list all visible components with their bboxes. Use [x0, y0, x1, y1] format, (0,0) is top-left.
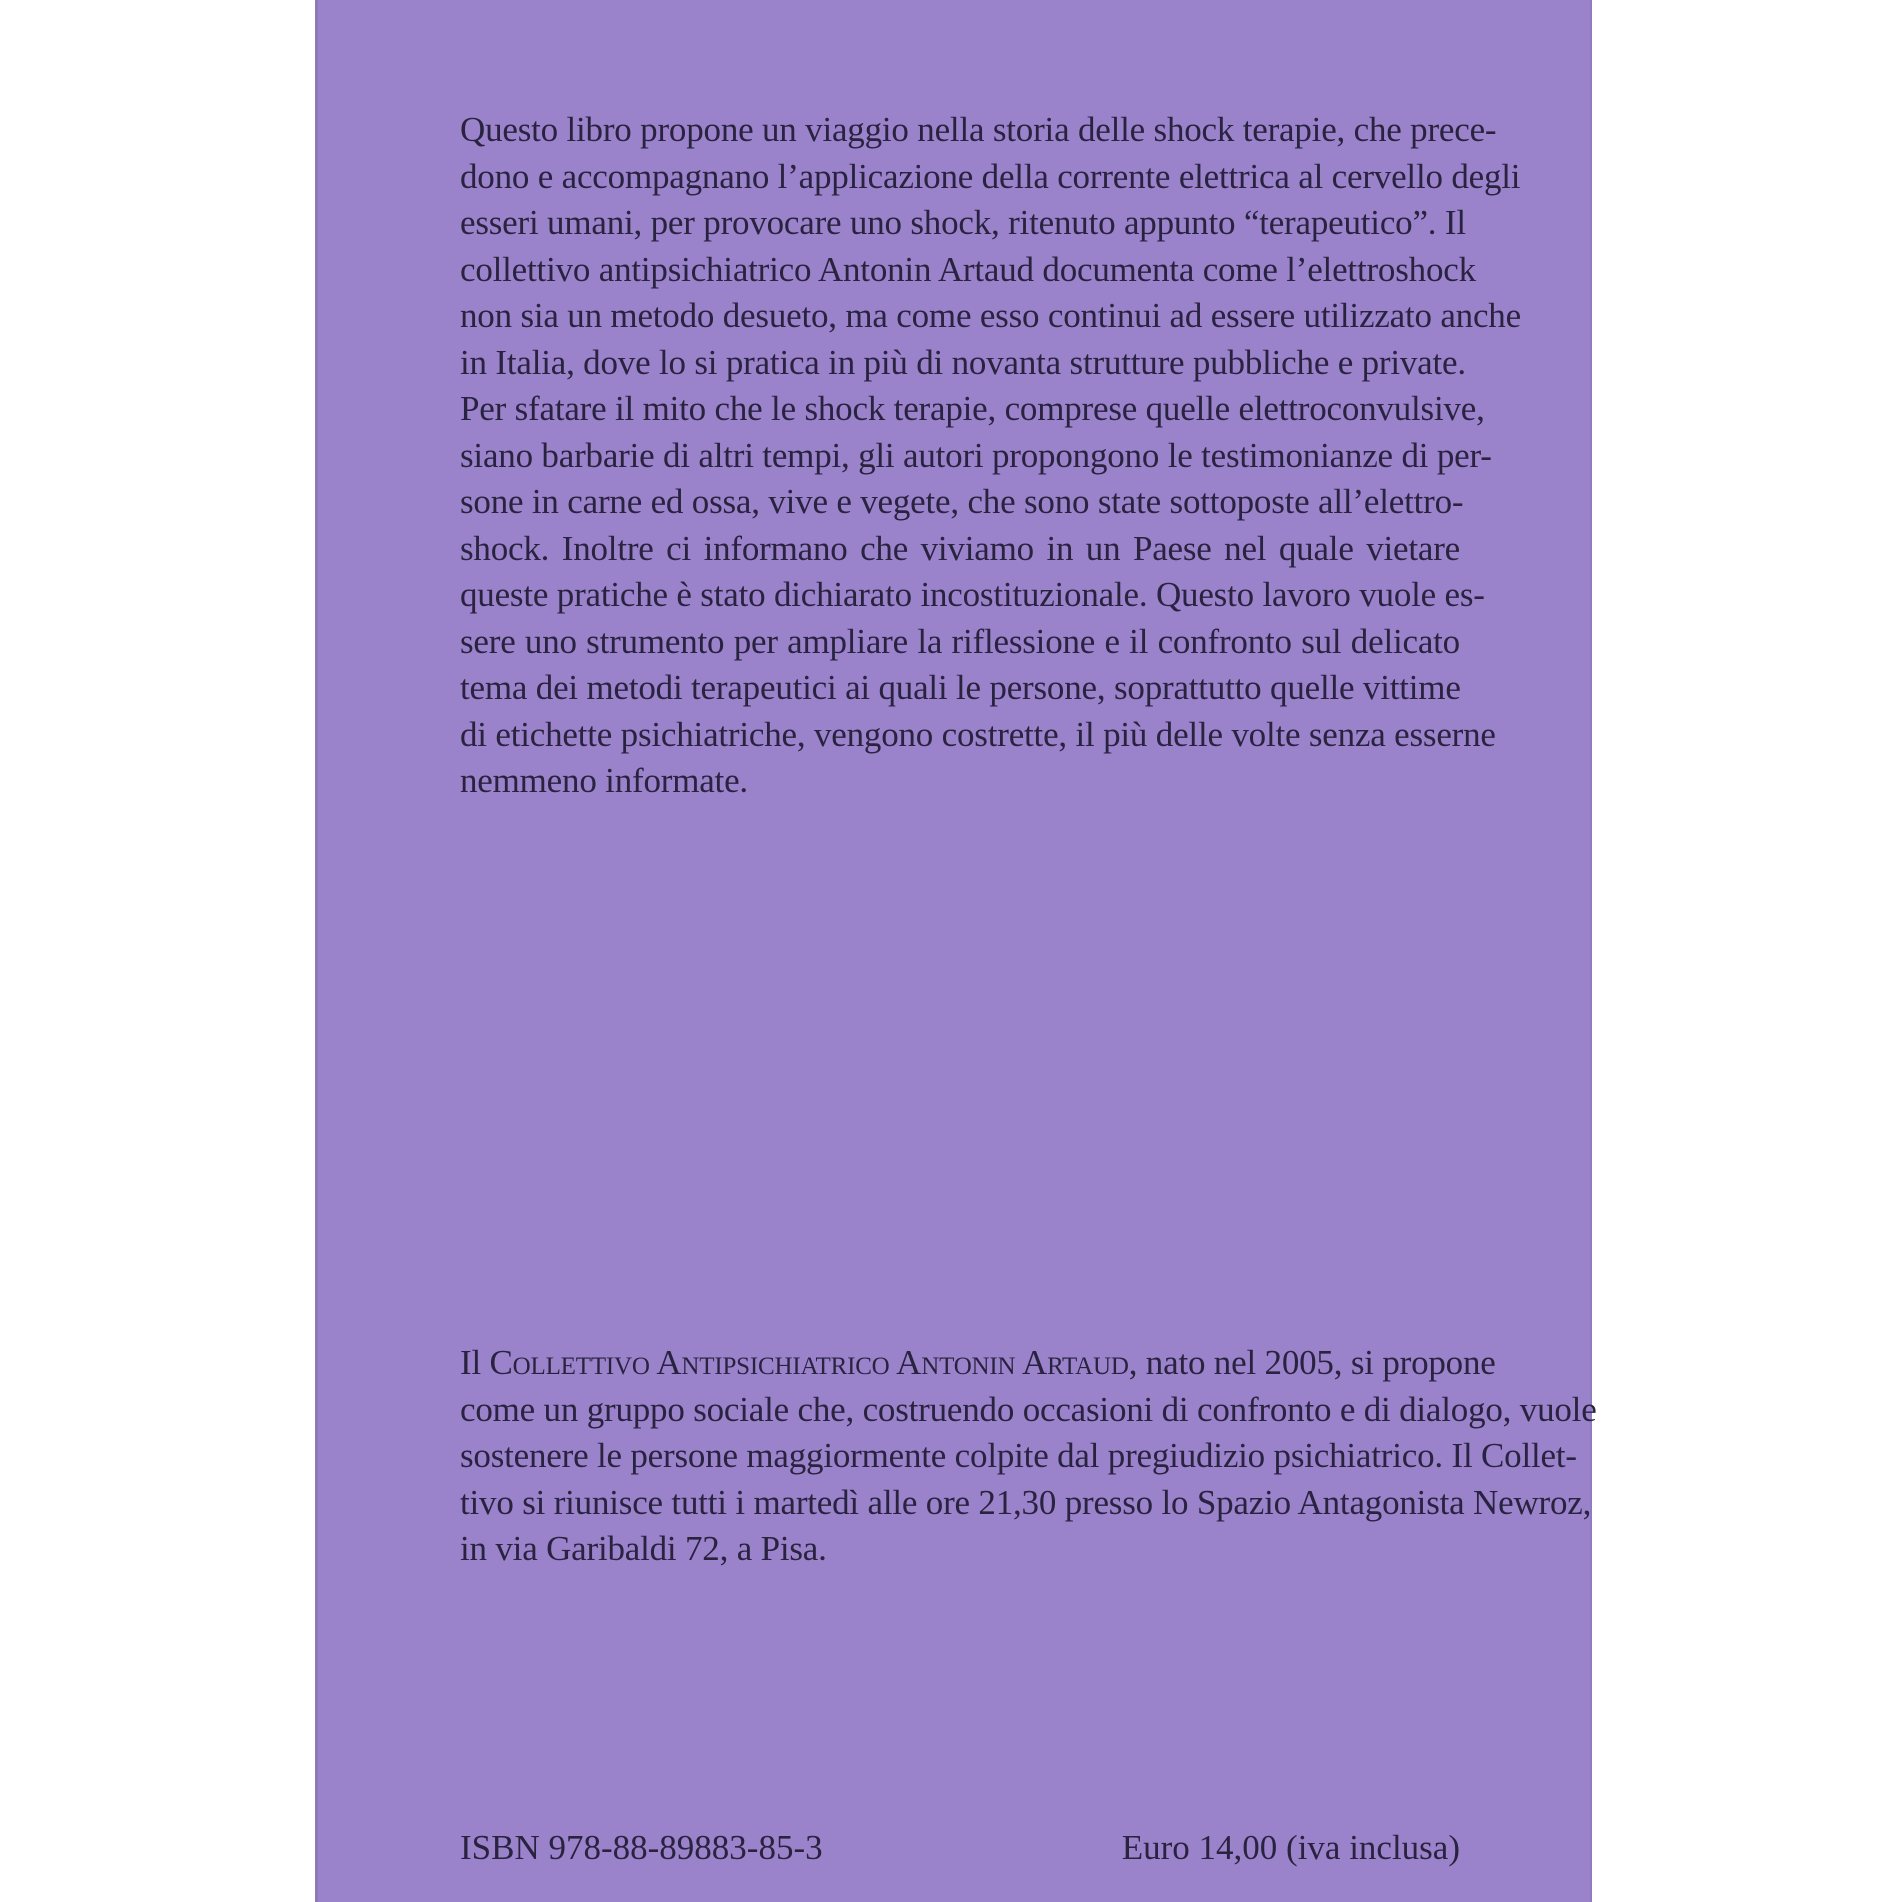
book-description [460, 107, 1521, 805]
description-line: sone in carne ed ossa, vive e vegete, che sono state sottoposte all’elettro- [460, 482, 1464, 521]
bio-line: tivo si riunisce tutti i martedì alle ore 21,30 presso lo Spazio Antagonista Newroz, [460, 1482, 1592, 1522]
bio-suffix: , nato nel 2005, si propone [1128, 1343, 1496, 1382]
author-bio [460, 1340, 1597, 1573]
description-line: sere uno strumento per ampliare la riflessione e il confronto sul delicato [460, 621, 1460, 661]
price-label: Euro 14,00 (iva inclusa) [1121, 1828, 1460, 1867]
description-line: in Italia, dove lo si pratica in più di novanta strutture pubbliche e private. [460, 342, 1466, 382]
collective-name: Collettivo Antipsichiatrico Antonin Artaud [489, 1343, 1129, 1382]
book-back-cover [315, 0, 1597, 1902]
description-line: di etichette psichiatriche, vengono costrette, il più delle volte senza esserne [460, 714, 1496, 754]
description-line: shock. Inoltre ci informano che viviamo in un Paese nel quale vietare [460, 528, 1460, 568]
description-line: nemmeno informate. [460, 761, 748, 800]
description-line: tema dei metodi terapeutici ai quali le persone, soprattutto quelle vittime [460, 668, 1461, 707]
description-line: siano barbarie di altri tempi, gli autori propongono le testimonianze di per- [460, 435, 1492, 475]
description-line: Questo libro propone un viaggio nella storia delle shock terapie, che prece- [460, 110, 1497, 149]
description-line: collettivo antipsichiatrico Antonin Artaud documenta come l’elettroshock [460, 249, 1476, 289]
description-line: Per sfatare il mito che le shock terapie, comprese quelle elettroconvulsive, [460, 389, 1485, 428]
description-line: queste pratiche è stato dichiarato incostituzionale. Questo lavoro vuole es- [460, 575, 1485, 614]
bio-line: sostenere le persone maggiormente colpite dal pregiudizio psichiatrico. Il Collet- [460, 1436, 1577, 1475]
bio-line: in via Garibaldi 72, a Pisa. [460, 1529, 827, 1568]
bio-prefix: Il [460, 1343, 490, 1382]
description-line: esseri umani, per provocare uno shock, ritenuto appunto “terapeutico”. Il [460, 203, 1466, 242]
bio-line [460, 1340, 1496, 1387]
bio-line: come un gruppo sociale che, costruendo occasioni di confronto e di dialogo, vuole [460, 1389, 1597, 1429]
cover-footer [460, 1825, 1460, 1871]
description-line: dono e accompagnano l’applicazione della corrente elettrica al cervello degli [460, 156, 1521, 196]
description-line: non sia un metodo desueto, ma come esso continui ad essere utilizzato anche [460, 296, 1521, 335]
isbn-label: ISBN 978-88-89883-85-3 [460, 1828, 823, 1867]
